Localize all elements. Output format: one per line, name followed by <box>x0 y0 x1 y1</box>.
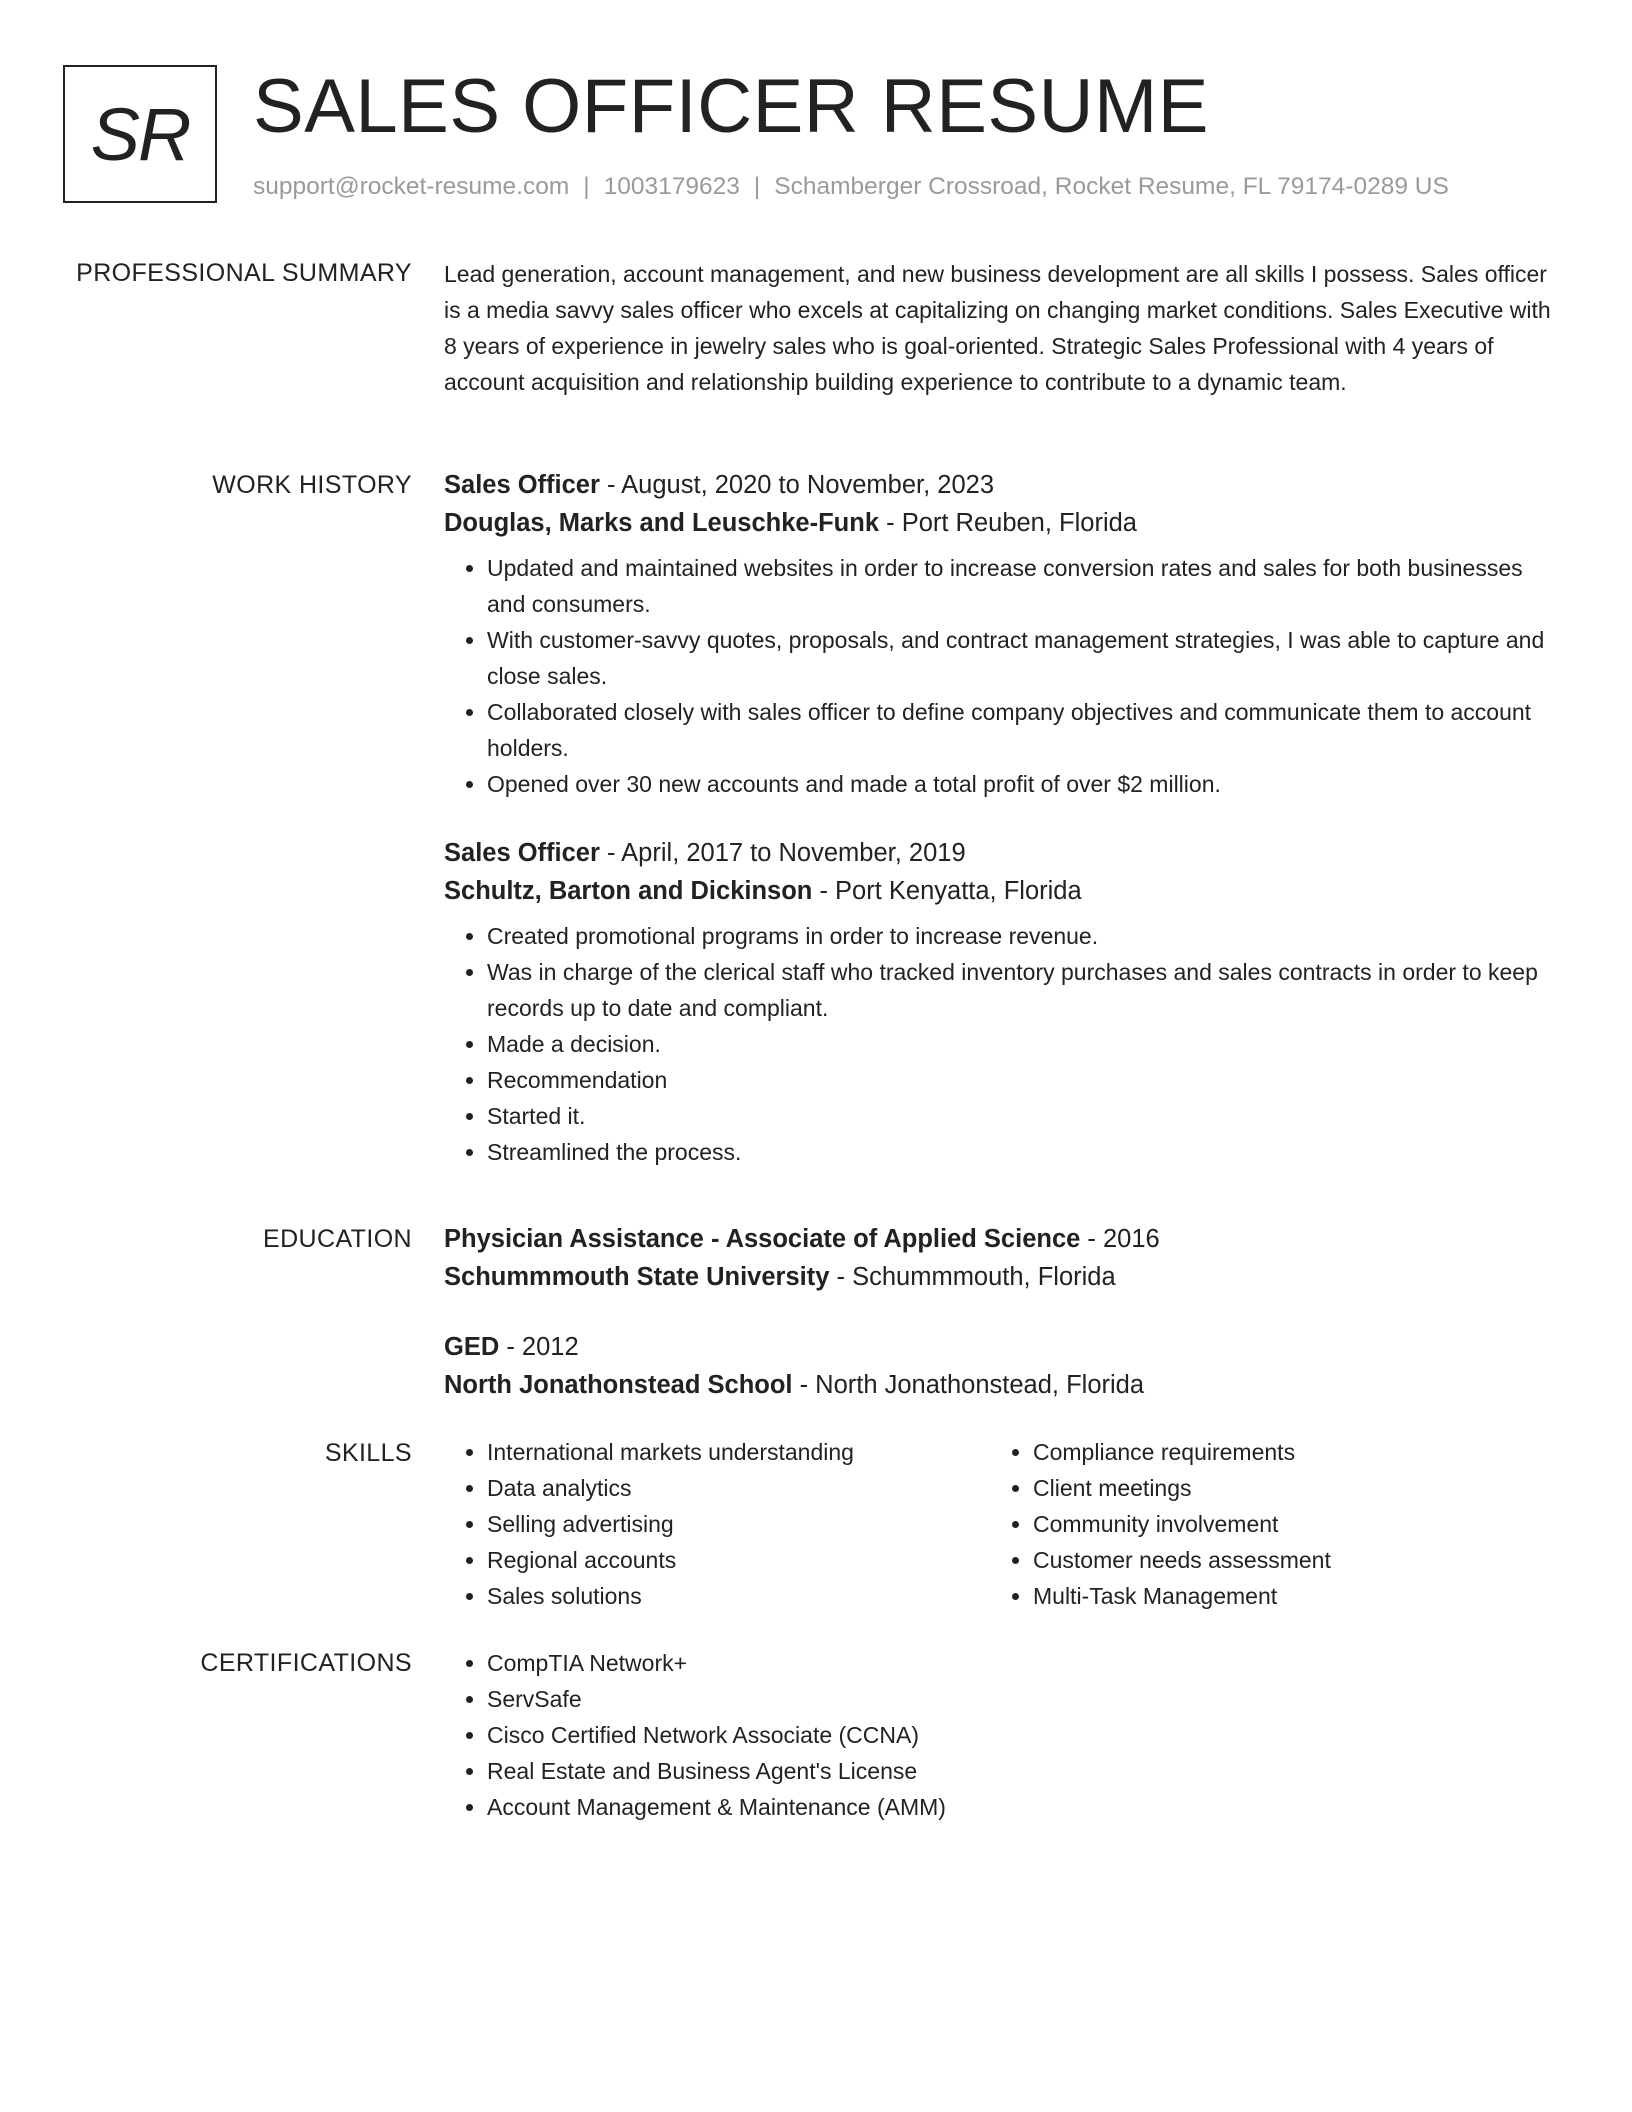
education-year: - 2012 <box>499 1333 579 1361</box>
job-company-line <box>444 872 1554 910</box>
certification-item: • Account Management & Maintenance (AMM) <box>487 1789 1554 1825</box>
certification-item: • CompTIA Network+ <box>487 1645 1554 1681</box>
resume-header <box>63 65 1563 215</box>
job-bullet: • Recommendation <box>487 1062 1554 1098</box>
education-school-line <box>444 1366 1554 1404</box>
job-bullet: • Collaborated closely with sales officer to define company objectives and communicate them to account holders. <box>487 694 1554 766</box>
skill-item: • Customer needs assessment <box>1033 1542 1536 1578</box>
education-school-line <box>444 1258 1554 1296</box>
skills-list-left <box>444 1434 990 1614</box>
contact-separator: | <box>753 173 761 200</box>
certifications-list <box>444 1645 1554 1825</box>
section-label-skills: SKILLS <box>324 1439 412 1467</box>
job-bullet: • Was in charge of the clerical staff who tracked inventory purchases and sales contracts in order to keep records up to date and compliant. <box>487 954 1554 1026</box>
job-bullet: • Started it. <box>487 1098 1554 1134</box>
job-entry <box>444 466 1554 802</box>
job-dates: - August, 2020 to November, 2023 <box>599 471 995 499</box>
education-degree-line <box>444 1328 1554 1366</box>
education-location: - North Jonathonstead, Florida <box>792 1371 1145 1399</box>
job-title: Sales Officer <box>444 471 600 499</box>
job-bullet: • Updated and maintained websites in order to increase conversion rates and sales for both businesses and consumers. <box>487 550 1554 622</box>
contact-phone[interactable]: 1003179623 <box>603 173 740 200</box>
education-school: North Jonathonstead School <box>444 1371 793 1399</box>
education-year: - 2016 <box>1080 1225 1160 1253</box>
section-label-certifications: CERTIFICATIONS <box>200 1649 412 1677</box>
certification-item: • ServSafe <box>487 1681 1554 1717</box>
education-degree: GED <box>444 1333 500 1361</box>
education-entry <box>444 1328 1554 1404</box>
section-label-education: EDUCATION <box>263 1225 412 1253</box>
skill-item: • Data analytics <box>487 1470 990 1506</box>
contact-line <box>253 173 1449 201</box>
job-entry <box>444 834 1554 1170</box>
job-dates: - April, 2017 to November, 2019 <box>599 839 966 867</box>
skill-item: • Multi-Task Management <box>1033 1578 1536 1614</box>
education-location: - Schummmouth, Florida <box>829 1263 1116 1291</box>
skill-item: • International markets understanding <box>487 1434 990 1470</box>
contact-email[interactable]: support@rocket-resume.com <box>253 173 570 200</box>
initials-monogram: SR <box>63 65 217 203</box>
job-company: Douglas, Marks and Leuschke-Funk <box>444 509 880 537</box>
contact-address: Schamberger Crossroad, Rocket Resume, FL 79174-0289 US <box>774 173 1449 200</box>
job-bullet: • Created promotional programs in order to increase revenue. <box>487 918 1554 954</box>
contact-separator: | <box>583 173 590 200</box>
skill-item: • Community involvement <box>1033 1506 1536 1542</box>
certification-item: • Real Estate and Business Agent's License <box>487 1753 1554 1789</box>
job-title: Sales Officer <box>444 839 600 867</box>
skill-item: • Compliance requirements <box>1033 1434 1536 1470</box>
skill-item: • Regional accounts <box>487 1542 990 1578</box>
job-company: Schultz, Barton and Dickinson <box>444 877 813 905</box>
education-degree-line <box>444 1220 1554 1258</box>
job-title-line <box>444 834 1554 872</box>
section-label-summary: PROFESSIONAL SUMMARY <box>76 259 412 287</box>
job-bullets <box>444 550 1554 802</box>
skills-columns <box>444 1434 1554 1614</box>
job-bullet: • With customer-savvy quotes, proposals, and contract management strategies, I was able to capture and close sales. <box>487 622 1554 694</box>
section-label-work-history: WORK HISTORY <box>212 471 412 499</box>
job-bullet: • Made a decision. <box>487 1026 1554 1062</box>
job-title-line <box>444 466 1554 504</box>
skills-list-right <box>990 1434 1536 1614</box>
resume-title: SALES OFFICER RESUME <box>253 64 1209 149</box>
skill-item: • Selling advertising <box>487 1506 990 1542</box>
job-company-line <box>444 504 1554 542</box>
job-bullet: • Streamlined the process. <box>487 1134 1554 1170</box>
education-school: Schummmouth State University <box>444 1263 830 1291</box>
job-bullet: • Opened over 30 new accounts and made a total profit of over $2 million. <box>487 766 1554 802</box>
job-location: - Port Kenyatta, Florida <box>812 877 1082 905</box>
job-bullets <box>444 918 1554 1170</box>
skill-item: • Sales solutions <box>487 1578 990 1614</box>
job-location: - Port Reuben, Florida <box>879 509 1137 537</box>
certification-item: • Cisco Certified Network Associate (CCNA) <box>487 1717 1554 1753</box>
education-degree: Physician Assistance - Associate of Applied Science <box>444 1225 1081 1253</box>
skill-item: • Client meetings <box>1033 1470 1536 1506</box>
summary-text: Lead generation, account management, and new business development are all skills I possess. Sales officer is a media savvy sales officer who excels at capitalizing on changing market conditions. Sales Executive with 8 years of experience in jewelry sales who is goal-oriented. Strategic Sales Professional with 4 years of account acquisition and relationship building experience to contribute to a dynamic team. <box>444 261 1551 395</box>
education-entry <box>444 1220 1554 1296</box>
